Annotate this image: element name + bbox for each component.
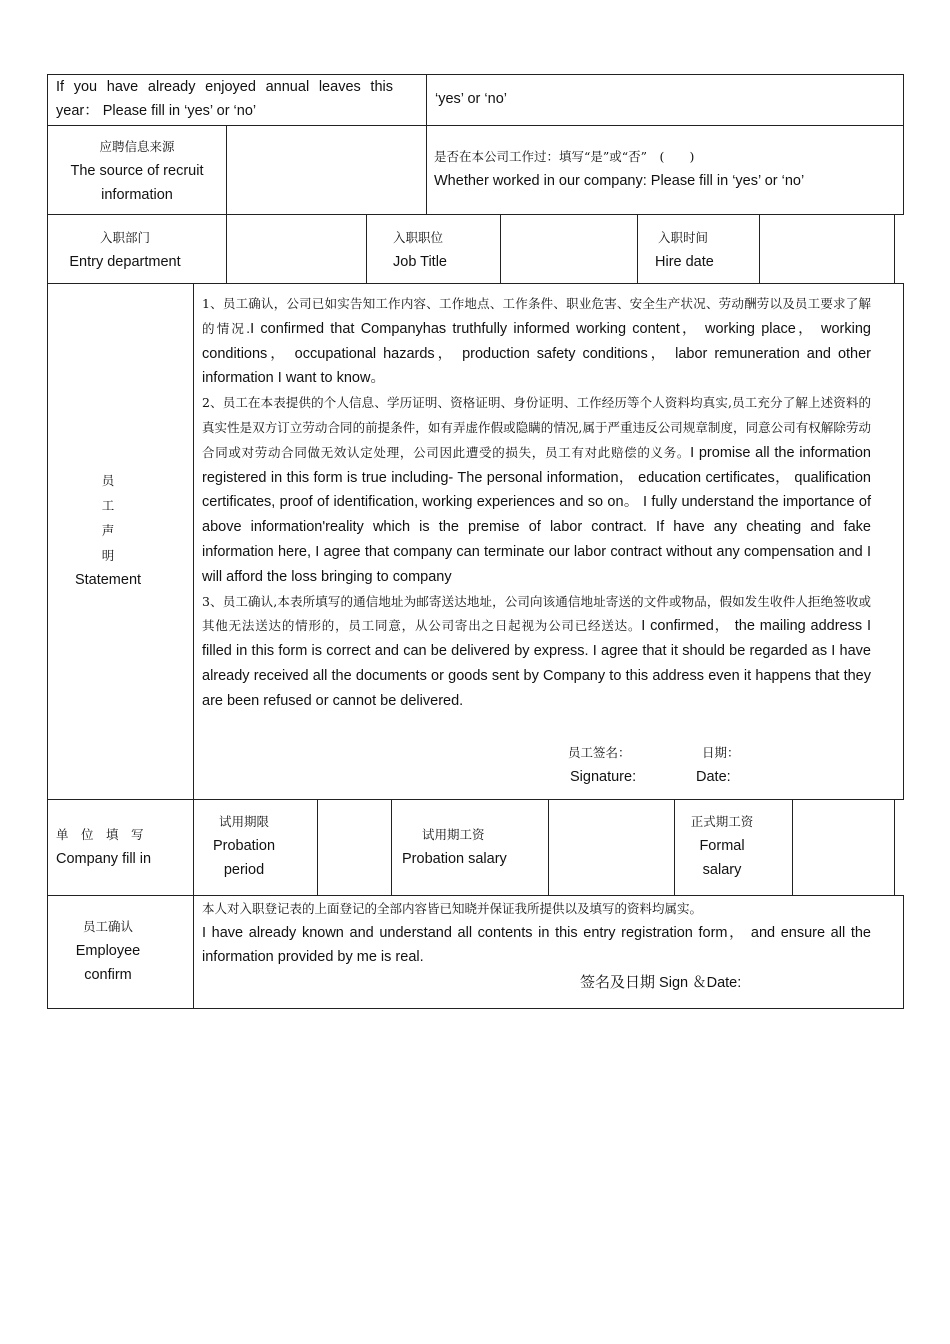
probation-period-label xyxy=(194,810,294,882)
divider xyxy=(426,125,427,215)
confirm-text-zh: 本人对入职登记表的上面登记的全部内容皆已知晓并保证我所提供以及填写的资料均属实。 xyxy=(202,901,703,916)
job-title-input[interactable] xyxy=(501,216,636,283)
date-zh: 日期： xyxy=(702,745,740,760)
worked-before-zh: 是否在本公司工作过：填写“是”或“否” ( ) xyxy=(434,149,695,164)
date-field[interactable] xyxy=(696,765,796,789)
p1-en: I confirmed that Companyhas truthfully informed working content， working place， working conditions， occupational hazards， production safety conditions， labor remuneration and other information I want to know。 xyxy=(202,320,871,387)
statement-char: 工 xyxy=(101,498,115,513)
divider xyxy=(366,215,367,284)
sign-date-zh: 签名及日期 xyxy=(580,973,656,991)
date-zh-label xyxy=(702,741,782,765)
statement-paragraph-2 xyxy=(202,391,871,589)
statement-char: 声 xyxy=(101,523,115,538)
probation-salary-input[interactable] xyxy=(549,800,673,895)
annual-leave-answer-field[interactable] xyxy=(435,87,895,111)
p1-zh: 1、员工确认，公司已如实告知工作内容、工作地点、工作条件、职业危害、安全生产状况、劳动酬劳以及员工要求了解的情况. xyxy=(202,296,871,336)
company-fill-en: Company fill in xyxy=(56,851,152,867)
entry-department-en: Entry department xyxy=(69,254,181,270)
annual-leave-answer-text: ‘yes’ or ‘no’ xyxy=(435,91,507,107)
confirm-sign-date-field[interactable] xyxy=(580,970,880,995)
confirm-text-en: I have already known and understand all contents in this entry registration form， and ensure all the information provided by me is real. xyxy=(202,925,871,965)
hire-date-en: Hire date xyxy=(655,254,714,270)
hire-date-input[interactable] xyxy=(760,216,894,283)
company-fill-label xyxy=(56,823,176,871)
entry-department-zh: 入职部门 xyxy=(99,230,150,245)
annual-leave-question-text: If you have already enjoyed annual leaves this year： Please fill in ‘yes’ or ‘no’ xyxy=(56,79,393,119)
recruit-source-input[interactable] xyxy=(227,126,425,214)
company-fill-zh: 单 位 填 写 xyxy=(56,827,144,842)
probation-salary-label xyxy=(402,823,542,871)
statement-paragraph-3 xyxy=(202,590,871,714)
p2-en: I promise all the information registered in this form is true including- The personal information， education certificates， qualification certificates, proof of identification, working experiences and so on。 I fully understand the importance of above information'reality which is the premise of labor contract. If have any cheating and fake information here, I agree that company can terminate our labor contract without any compensation and I will afford the loss bringing to company xyxy=(202,444,871,585)
employee-confirm-zh: 员工确认 xyxy=(82,919,133,934)
formal-salary-label xyxy=(675,810,769,882)
probation-period-input[interactable] xyxy=(318,800,390,895)
statement-label xyxy=(48,468,168,593)
divider xyxy=(637,215,638,284)
probation-salary-en: Probation salary xyxy=(402,851,507,867)
statement-char: 明 xyxy=(101,548,115,563)
job-title-en: Job Title xyxy=(393,254,447,270)
divider xyxy=(391,799,392,896)
divider xyxy=(426,74,427,126)
hire-date-label xyxy=(655,226,755,274)
job-title-label xyxy=(393,226,493,274)
divider xyxy=(193,895,194,1009)
statement-label-en: Statement xyxy=(74,572,142,588)
signature-field[interactable] xyxy=(570,765,680,789)
statement-char: 员 xyxy=(101,473,115,488)
sign-date-en: Sign ＆Date: xyxy=(659,975,742,991)
recruit-source-label-zh: 应聘信息来源 xyxy=(99,139,175,154)
formal-salary-en: Formal salary xyxy=(699,838,745,878)
divider xyxy=(193,283,194,800)
recruit-source-label-en: The source of recruit information xyxy=(70,163,204,203)
employee-confirm-text xyxy=(202,897,871,969)
worked-before-en: Whether worked in our company: Please fill in ‘yes’ or ‘no’ xyxy=(434,173,805,189)
p2-zh: 2、员工在本表提供的个人信息、学历证明、资格证明、身份证明、工作经历等个人资料均真实,员工充分了解上述资料的真实性是双方订立劳动合同的前提条件，如有弄虚作假或隐瞒的情况,属于严重违反公司规章制度，同意公司有权解除劳动合同或对劳动合同做无效认定处理，公司因此遭受的损失，员工有对此赔偿的义务。 xyxy=(202,395,871,460)
date-en: Date: xyxy=(696,769,731,785)
employee-confirm-en: Employee confirm xyxy=(75,943,141,983)
entry-department-input[interactable] xyxy=(227,216,365,283)
annual-leave-question xyxy=(56,75,393,123)
hire-date-zh: 入职时间 xyxy=(658,230,709,245)
entry-department-label xyxy=(50,226,200,274)
signature-zh: 员工签名： xyxy=(568,745,631,760)
worked-before-field[interactable] xyxy=(434,145,899,193)
p3-en: I confirmed， the mailing address I filled in this form is correct and can be delivered by express. I agree that it should be regarded as I have already received all the documents or goods sent by Company to this address even it happens that they are been refused or cannot be delivered. xyxy=(202,618,871,709)
formal-salary-input[interactable] xyxy=(793,800,894,895)
probation-period-zh: 试用期限 xyxy=(218,814,269,829)
p3-zh: 3、员工确认,本表所填写的通信地址为邮寄送达地址，公司向该通信地址寄送的文件或物品，假如发生收件人拒绝签收或其他无法送达的情形的，员工同意，从公司寄出之日起视为公司已经送达。 xyxy=(202,593,871,634)
probation-salary-zh: 试用期工资 xyxy=(422,827,485,842)
statement-paragraph-1 xyxy=(202,292,871,391)
signature-en: Signature: xyxy=(570,769,637,785)
recruit-source-label xyxy=(52,135,222,207)
job-title-zh: 入职职位 xyxy=(393,230,444,245)
probation-period-en: Probation period xyxy=(212,838,276,878)
statement-body xyxy=(202,292,871,714)
signature-zh-label xyxy=(568,741,668,765)
formal-salary-zh: 正式期工资 xyxy=(690,814,754,829)
employee-confirm-label xyxy=(56,915,160,987)
